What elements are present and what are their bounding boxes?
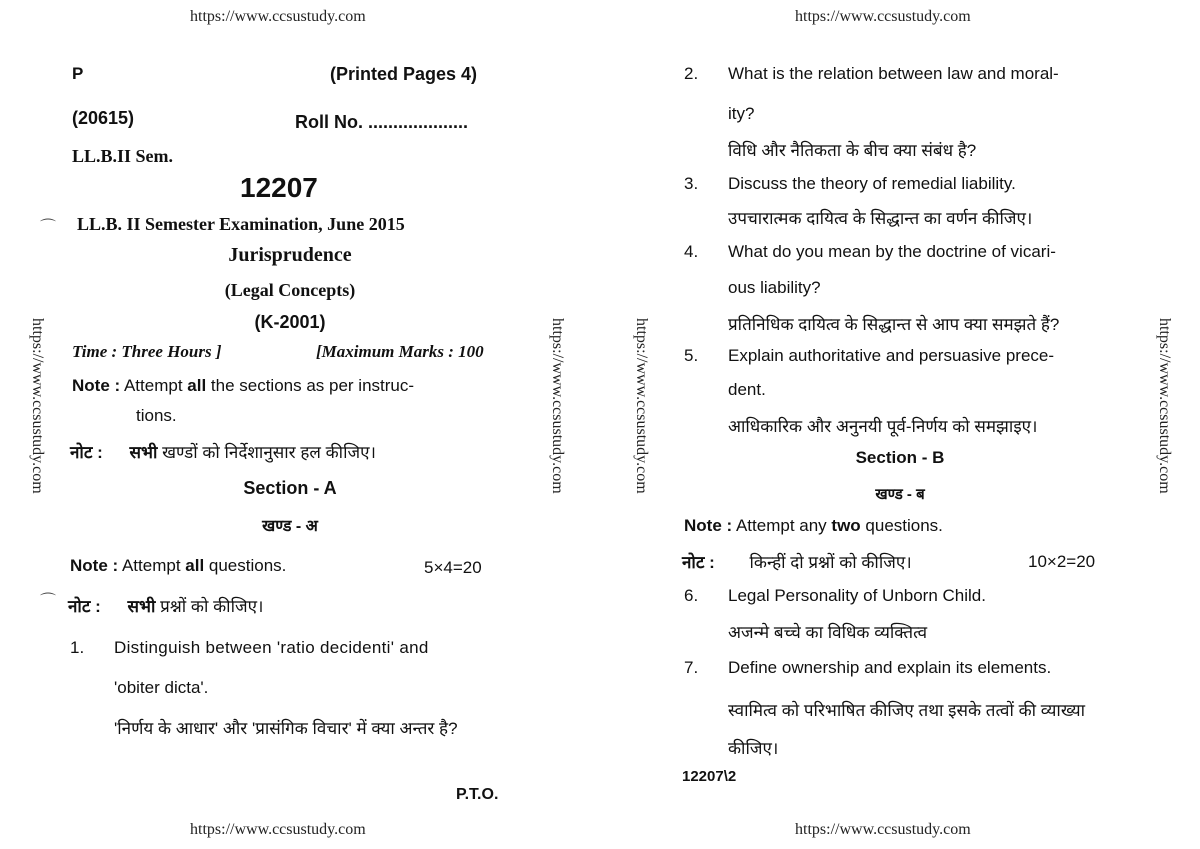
question-2-text: What is the relation between law and moral- [728, 64, 1059, 83]
scan-mark: ⌒ [40, 219, 57, 236]
question-1-text-cont: 'obiter dicta'. [114, 678, 209, 697]
question-1-text: Distinguish between 'ratio decidenti' and [114, 638, 429, 657]
section-a-note-hindi [68, 594, 263, 617]
semester-label: LL.B.II Sem. [72, 146, 174, 166]
paper-code: (20615) [72, 108, 135, 128]
section-b-note-hindi-label: नोट : [682, 553, 715, 572]
section-b-note-hindi-text: किन्हीं दो प्रश्नों को कीजिए। [749, 553, 912, 572]
question-1-number: 1. [70, 638, 85, 657]
question-3-text: Discuss the theory of remedial liability. [728, 174, 1016, 193]
question-5-number: 5. [684, 346, 699, 365]
section-a-note-text: Attempt [118, 556, 186, 575]
section-b-note-emphasis: two [831, 516, 861, 535]
question-6-number: 6. [684, 586, 699, 605]
watermark-side-center-right: https://www.ccsustudy.com [633, 318, 650, 494]
pto-label: P.T.O. [456, 786, 499, 803]
scan-mark: ⌒ [40, 593, 57, 610]
note-continuation: tions. [136, 406, 177, 425]
question-2-hindi: विधि और नैतिकता के बीच क्या संबंध है? [728, 141, 977, 160]
section-a-note-emphasis: all [185, 556, 205, 575]
printed-pages: (Printed Pages 4) [330, 64, 478, 84]
question-2-text-cont: ity? [728, 104, 755, 123]
watermark-side-right: https://www.ccsustudy.com [1156, 318, 1173, 494]
section-b-marks: 10×2=20 [1028, 552, 1096, 571]
question-7-hindi-cont: कीजिए। [728, 739, 779, 758]
question-4-text: What do you mean by the doctrine of vicari- [728, 242, 1056, 261]
series-label: P [72, 64, 84, 83]
question-5-text: Explain authoritative and persuasive prece- [728, 346, 1055, 365]
roll-no-label: Roll No. .................... [295, 112, 469, 132]
watermark-top-left: https://www.ccsustudy.com [190, 8, 366, 25]
subject-title: Jurisprudence [228, 244, 352, 266]
question-7-text: Define ownership and explain its elements. [728, 658, 1052, 677]
note-hindi-label: नोट : [70, 443, 103, 462]
question-1-hindi: 'निर्णय के आधार' और 'प्रासंगिक विचार' में क्या अन्तर है? [114, 719, 458, 738]
paper-number: 12207 [240, 172, 318, 203]
section-a-marks: 5×4=20 [424, 558, 482, 577]
watermark-top-right: https://www.ccsustudy.com [795, 8, 971, 25]
question-3-hindi: उपचारात्मक दायित्व के सिद्धान्त का वर्णन कीजिए। [728, 209, 1033, 228]
footer-code: 12207\2 [682, 768, 737, 785]
section-a-note-text-2: questions. [204, 556, 287, 575]
note-emphasis: all [187, 376, 207, 395]
question-2-number: 2. [684, 64, 699, 83]
watermark-side-left: https://www.ccsustudy.com [29, 318, 46, 494]
section-a-note-hindi-label: नोट : [68, 597, 101, 616]
section-a-note-label: Note : [70, 556, 119, 575]
section-a-heading-hindi: खण्ड - अ [262, 518, 318, 535]
section-b-note-text: Attempt any [732, 516, 832, 535]
note-hindi-text: खण्डों को निर्देशानुसार हल कीजिए। [157, 443, 376, 462]
general-note-hindi [70, 440, 376, 463]
time-label: Time : Three Hours ] [72, 342, 222, 361]
subject-subtitle: (Legal Concepts) [224, 280, 356, 300]
note-text-1: Attempt [120, 376, 188, 395]
section-b-note-hindi [682, 550, 912, 573]
section-b-note-text-2: questions. [860, 516, 943, 535]
section-b-note-label: Note : [684, 516, 733, 535]
question-5-hindi: आधिकारिक और अनुनयी पूर्व-निर्णय को समझाइए। [728, 417, 1038, 436]
general-note [72, 376, 414, 396]
question-4-number: 4. [684, 242, 699, 261]
question-6-text: Legal Personality of Unborn Child. [728, 586, 986, 605]
question-4-text-cont: ous liability? [728, 278, 821, 297]
question-6-hindi: अजन्मे बच्चे का विधिक व्यक्तित्व [728, 623, 928, 642]
note-text-2: the sections as per instruc- [206, 376, 415, 395]
section-b-heading-hindi: खण्ड - ब [875, 486, 925, 503]
note-hindi-emphasis: सभी [129, 443, 158, 462]
question-7-number: 7. [684, 658, 699, 677]
section-a-note-hindi-text: प्रश्नों को कीजिए। [155, 597, 264, 616]
section-a-heading: Section - A [243, 478, 337, 498]
question-3-number: 3. [684, 174, 699, 193]
watermark-side-center-left: https://www.ccsustudy.com [549, 318, 566, 494]
section-b-heading: Section - B [855, 448, 945, 467]
question-4-hindi: प्रतिनिधिक दायित्व के सिद्धान्त से आप क्या समझते हैं? [728, 315, 1060, 334]
course-code: (K-2001) [254, 312, 326, 332]
exam-title: LL.B. II Semester Examination, June 2015 [77, 214, 405, 234]
max-marks-label: [Maximum Marks : 100 [316, 342, 484, 361]
question-7-hindi: स्वामित्व को परिभाषित कीजिए तथा इसके तत्वों की व्याख्या [728, 701, 1086, 720]
section-a-note [70, 556, 286, 576]
note-label: Note : [72, 376, 121, 395]
watermark-bottom-left: https://www.ccsustudy.com [190, 821, 366, 838]
question-5-text-cont: dent. [728, 380, 766, 399]
watermark-bottom-right: https://www.ccsustudy.com [795, 821, 971, 838]
section-a-note-hindi-emphasis: सभी [127, 597, 156, 616]
section-b-note [684, 516, 943, 536]
